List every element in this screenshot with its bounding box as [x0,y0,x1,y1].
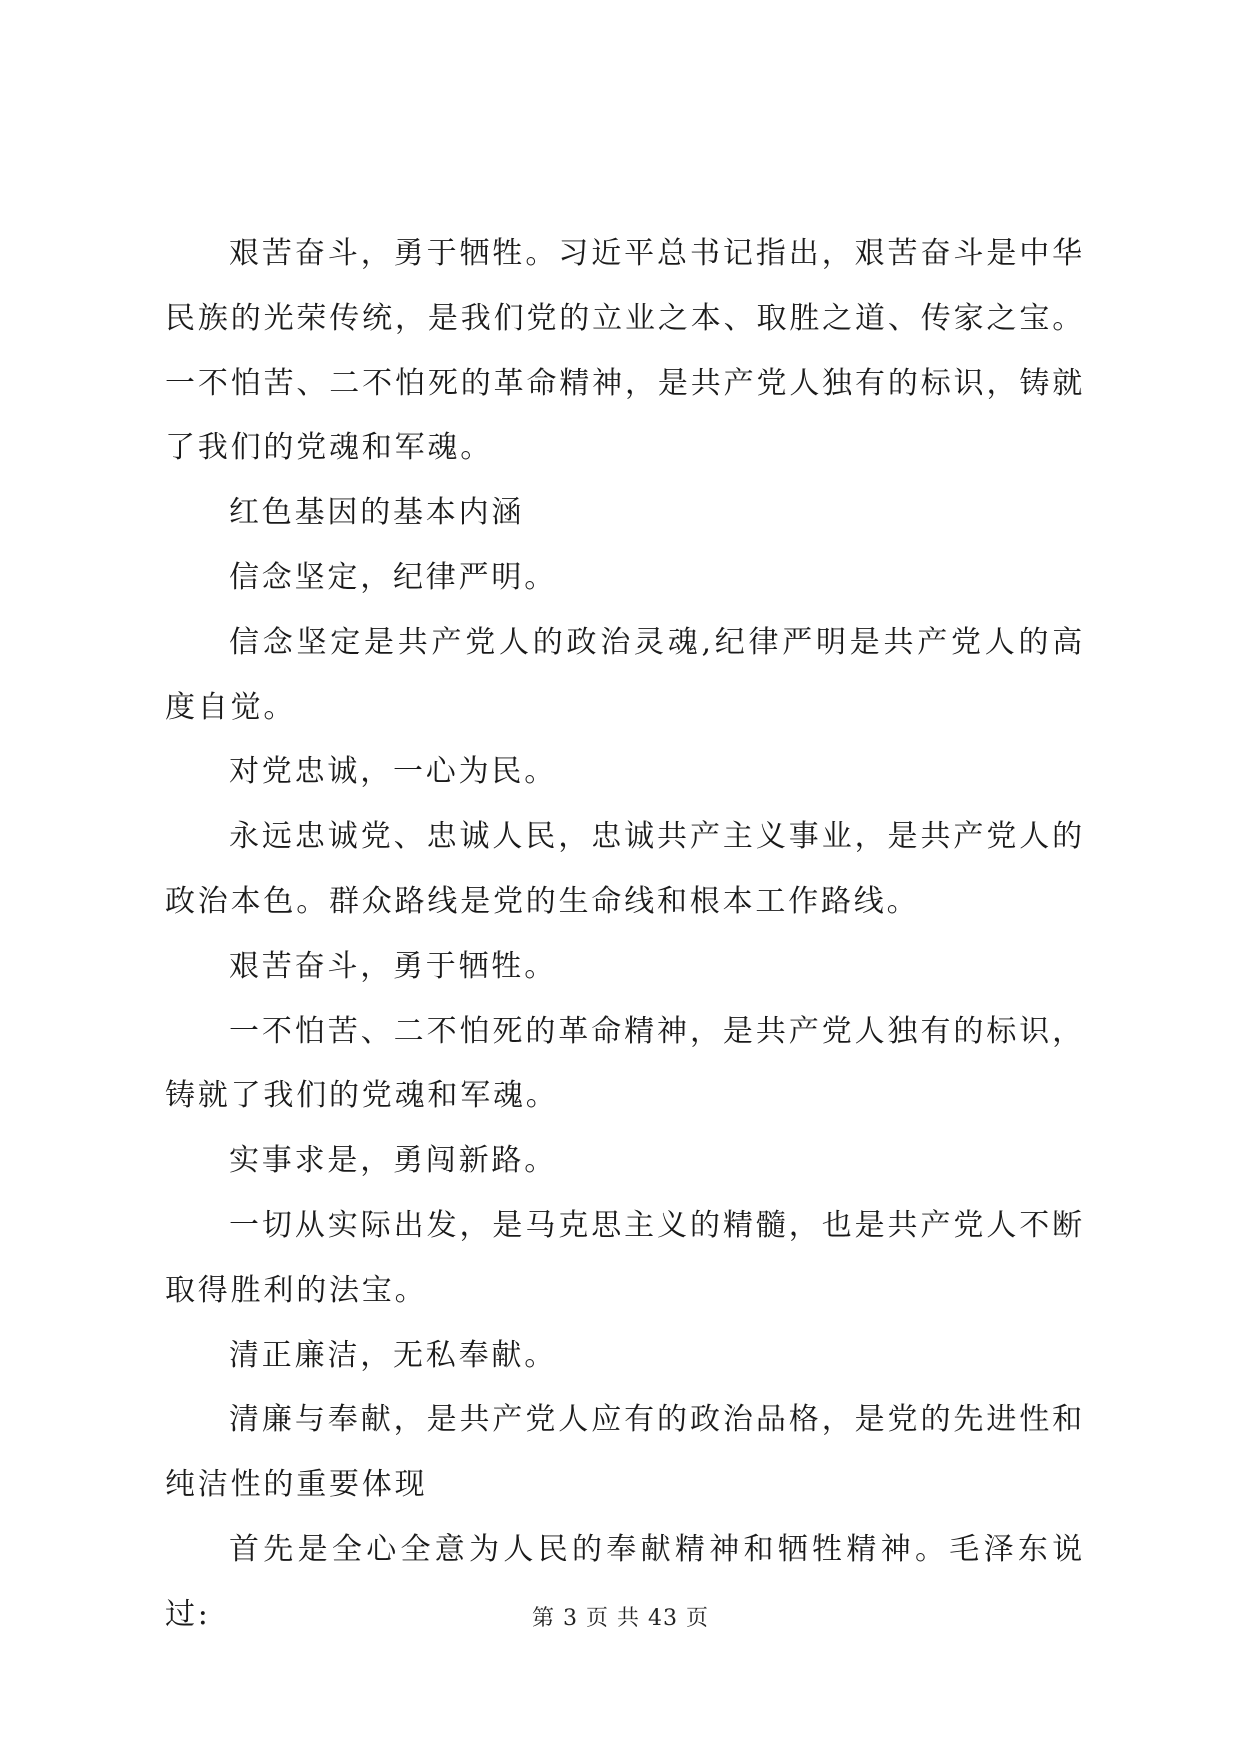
section-heading: 红色基因的基本内涵 [229,495,525,531]
page-number-footer: 第 3 页 共 43 页 [532,1606,709,1631]
subheading: 信念坚定，纪律严明。 [229,559,557,595]
subheading: 艰苦奋斗，勇于牺牲。 [229,948,557,984]
paragraph: 信念坚定是共产党人的政治灵魂,纪律严明是共产党人的高度自觉。 [165,624,1085,725]
subheading: 对党忠诚，一心为民。 [229,754,557,790]
paragraph: 艰苦奋斗，勇于牺牲。习近平总书记指出，艰苦奋斗是中华民族的光荣传统，是我们党的立业之本、取胜之道、传家之宝。一不怕苦、二不怕死的革命精神，是共产党人独有的标识，铸就了我们的党魂和军魂。 [165,236,1085,466]
paragraph: 清廉与奉献，是共产党人应有的政治品格，是党的先进性和纯洁性的重要体现 [165,1402,1085,1503]
paragraph: 一切从实际出发，是马克思主义的精髓，也是共产党人不断取得胜利的法宝。 [165,1207,1085,1308]
subheading: 清正廉洁，无私奉献。 [229,1337,557,1373]
subheading: 实事求是，勇闯新路。 [229,1143,557,1179]
paragraph: 永远忠诚党、忠诚人民，忠诚共产主义事业，是共产党人的政治本色。群众路线是党的生命线和根本工作路线。 [165,819,1085,919]
paragraph: 首先是全心全意为人民的奉献精神和牺牲精神。毛泽东说过: [165,1531,1085,1632]
document-body [165,222,1085,1648]
paragraph: 一不怕苦、二不怕死的革命精神，是共产党人独有的标识，铸就了我们的党魂和军魂。 [165,1013,1085,1114]
